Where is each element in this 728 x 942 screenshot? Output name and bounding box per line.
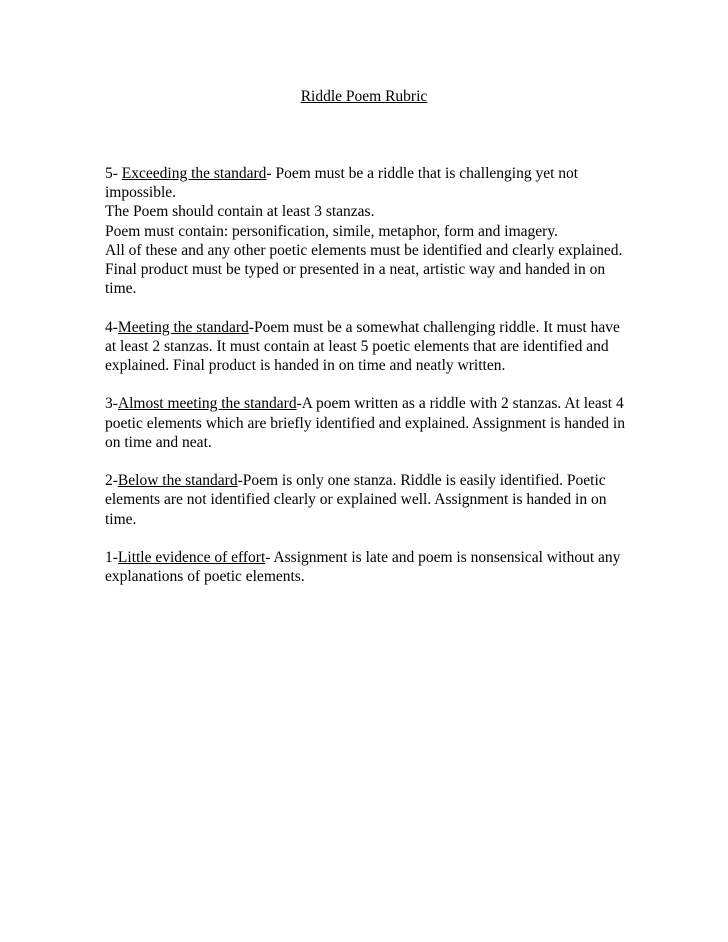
rubric-level-1 bbox=[105, 548, 625, 586]
level-4-text bbox=[105, 318, 625, 376]
level-3-text bbox=[105, 394, 625, 452]
level-heading: Little evidence of effort bbox=[117, 549, 266, 566]
page-title bbox=[0, 87, 728, 106]
level-description: -Poem is only one stanza. Riddle is easily identified. Poetic elements are not identified clearly or explained well. Assignment is handed in on time. bbox=[105, 472, 607, 528]
level-prefix: 4- bbox=[105, 318, 118, 336]
level-heading: Meeting the standard bbox=[117, 318, 249, 336]
level-2-text bbox=[105, 471, 625, 529]
level-prefix: 5- bbox=[105, 165, 122, 182]
level-heading: Below the standard bbox=[117, 472, 238, 490]
rubric-level-4 bbox=[105, 318, 625, 376]
level-description: - Poem must be a riddle that is challenging yet not impossible. bbox=[105, 165, 579, 202]
rubric-level-5 bbox=[105, 164, 625, 298]
level-description-line: Poem must contain: personification, simile, metaphor, form and imagery. bbox=[105, 222, 558, 240]
level-heading: Almost meeting the standard bbox=[117, 395, 297, 413]
level-description-line: All of these and any other poetic elements must be identified and clearly explained. bbox=[105, 241, 623, 259]
rubric-level-2 bbox=[105, 471, 625, 529]
level-prefix: 1- bbox=[105, 549, 118, 566]
level-description: -Poem must be a somewhat challenging riddle. It must have at least 2 stanzas. It must contain at least 5 poetic elements that are identified and explained. Final product is handed in on time and neatly written. bbox=[105, 318, 620, 375]
rubric-level-3 bbox=[105, 394, 625, 452]
level-prefix: 2- bbox=[105, 472, 118, 490]
level-description: - Assignment is late and poem is nonsensical without any explanations of poetic elements. bbox=[105, 549, 621, 586]
level-heading: Exceeding the standard bbox=[121, 165, 267, 182]
level-description-line: The Poem should contain at least 3 stanzas. bbox=[105, 203, 375, 221]
level-description: -A poem written as a riddle with 2 stanzas. At least 4 poetic elements which are briefly identified and explained. Assignment is handed in on time and neat. bbox=[105, 395, 625, 451]
level-5-first-line bbox=[105, 164, 625, 202]
level-1-text bbox=[105, 548, 625, 586]
level-prefix: 3- bbox=[105, 395, 118, 413]
rubric-body bbox=[105, 164, 625, 606]
level-description-line: Final product must be typed or presented in a neat, artistic way and handed in on time. bbox=[105, 261, 606, 298]
title-text: Riddle Poem Rubric bbox=[300, 88, 428, 105]
